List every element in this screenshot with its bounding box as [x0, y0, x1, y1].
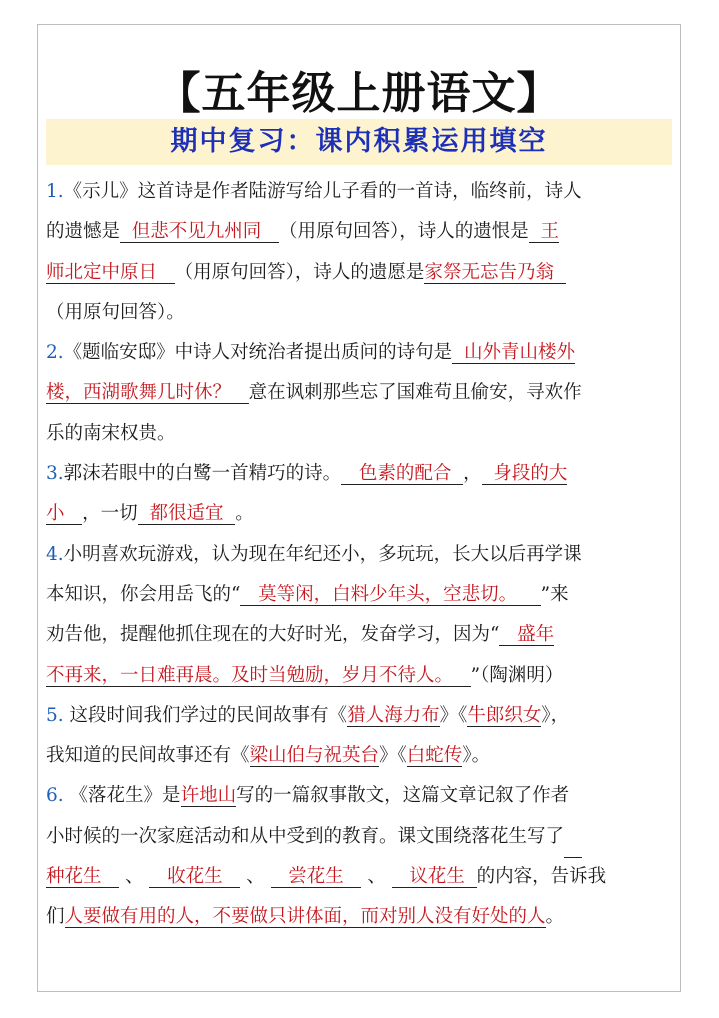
- q1-text-c: （用原句回答），诗人的遗恨是: [278, 221, 529, 243]
- q5-answer-1: 猎人海力布: [347, 704, 440, 726]
- q6-text-a: 《落花生》是: [69, 785, 181, 807]
- q3-number: 3.: [46, 463, 64, 485]
- q1-line-3: [46, 253, 676, 293]
- q3-text-b: ，一切: [82, 503, 138, 525]
- q3-line-2: [46, 494, 676, 534]
- q5-answer-4: 白蛇传: [406, 745, 463, 767]
- q6-answer-1: 许地山: [180, 785, 237, 807]
- q4-blank-2b: [46, 665, 471, 687]
- q5-answer-2: 牛郎织女: [467, 704, 542, 726]
- q2-number: 2.: [46, 342, 64, 364]
- q1-line-2: [46, 212, 676, 252]
- q3-blank-3: [138, 503, 236, 525]
- q4-text-d: 劝告他，提醒他抓住现在的大好时光，发奋学习，因为“: [46, 624, 500, 646]
- q4-blank-2a: [499, 624, 554, 646]
- q5-text-b: 》《: [439, 704, 468, 726]
- q4-blank-1: [240, 584, 540, 606]
- q6-text-c: 小时候的一次家庭活动和从中受到的教育。课文围绕落花生写了: [46, 825, 565, 847]
- q6-number: 6.: [46, 785, 64, 807]
- q4-text-c: ”来: [540, 583, 569, 605]
- q3-answer-2a: 身段的大: [493, 463, 568, 485]
- q3-answer-2b: 小: [46, 503, 65, 525]
- q6-line-3: [46, 857, 676, 897]
- q1-blank-2b: [46, 262, 175, 284]
- q1-blank-1: [120, 221, 279, 243]
- q1-line-4: [46, 293, 676, 333]
- q1-answer-1: 但悲不见九州同: [131, 221, 262, 243]
- q3-blank-2a: [482, 463, 568, 485]
- q6-text-f: 。: [545, 906, 565, 928]
- q2-line-2: [46, 373, 676, 413]
- q1-line-1: [46, 172, 676, 212]
- q1-answer-2b: 师北定中原日: [46, 261, 158, 283]
- q4-text-b: 本知识，你会用岳飞的“: [46, 583, 241, 605]
- q4-text-e: ”（陶渊明）: [470, 664, 564, 686]
- q5-answer-3: 梁山伯与祝英台: [249, 745, 380, 767]
- q2-blank-1a: [452, 342, 575, 364]
- q6-sep-2: 、: [246, 866, 265, 888]
- q4-answer-2a: 盛年: [517, 624, 555, 646]
- q1-text-a: 《示儿》这首诗是作者陆游写给儿子看的一首诗，临终前，诗人: [63, 181, 582, 202]
- q1-number: 1.: [46, 181, 64, 202]
- q4-text-a: 小明喜欢玩游戏，认为现在年纪还小，多玩玩，长大以后再学课: [63, 543, 582, 565]
- q6-line-2: [46, 817, 676, 857]
- q3-text-a: 郭沫若眼中的白鹭一首精巧的诗。: [63, 463, 342, 485]
- q6-answer-2: 种花生: [46, 866, 102, 888]
- q3-blank-1: [341, 463, 463, 485]
- q5-text-d: 我知道的民间故事还有《: [46, 745, 250, 767]
- q6-blank-lead: [564, 817, 582, 858]
- q1-blank-3: [424, 262, 565, 284]
- q5-line-2: [46, 736, 676, 776]
- q3-answer-3: 都很适宜: [149, 503, 224, 525]
- q6-text-e: 们: [46, 906, 65, 928]
- q6-blank-2: [46, 866, 119, 888]
- q4-answer-2b: 不再来，一日难再晨。及时当勉励，岁月不待人。: [46, 664, 454, 686]
- q2-text-c: 乐的南宋权贵。: [46, 422, 176, 444]
- q1-text-e: （用原句回答）。: [46, 301, 185, 323]
- q6-sep-3: 、: [367, 866, 386, 888]
- question-list: [46, 172, 676, 938]
- q1-blank-2a: [529, 221, 559, 243]
- q6-answer-5: 议花生: [409, 866, 465, 888]
- page-subtitle: 期中复习：课内积累运用填空: [170, 126, 548, 157]
- q6-answer-3: 收花生: [167, 866, 223, 888]
- q5-text-c: 》，: [541, 704, 570, 726]
- q4-line-1: [46, 535, 676, 575]
- q6-blank-3: [149, 866, 240, 888]
- q4-answer-1: 莫等闲，白料少年头，空悲切。: [258, 583, 518, 605]
- q1-answer-3: 家祭无忘告乃翁: [424, 261, 554, 283]
- q6-answer-4: 尝花生: [288, 866, 344, 888]
- q6-answer-6: 人要做有用的人，不要做只讲体面，而对别人没有好处的人: [64, 906, 546, 928]
- q3-line-1: [46, 454, 676, 494]
- q2-blank-1b: [46, 382, 249, 404]
- q1-text-d: （用原句回答），诗人的遗愿是: [174, 261, 425, 283]
- q4-line-2: [46, 575, 676, 615]
- q2-answer-1b: 楼，西湖歌舞几时休？: [46, 382, 232, 404]
- q3-sep-1: ，: [463, 463, 482, 485]
- q4-number: 4.: [46, 543, 64, 565]
- q5-number: 5.: [46, 704, 64, 726]
- worksheet: [37, 24, 681, 992]
- q6-line-1: [46, 776, 676, 816]
- q5-text-e: 》《: [379, 745, 407, 767]
- subtitle-band: [46, 119, 672, 165]
- q6-text-b: 写的一篇叙事散文，这篇文章记叙了作者: [236, 785, 570, 807]
- q3-blank-2b: [46, 503, 82, 525]
- q6-line-4: [46, 897, 676, 937]
- q6-blank-4: [271, 866, 362, 888]
- q1-text-b: 的遗憾是: [46, 221, 121, 243]
- q5-line-1: [46, 696, 676, 736]
- q4-line-3: [46, 615, 676, 655]
- q2-text-b: 意在讽刺那些忘了国难苟且偷安，寻欢作: [248, 382, 582, 404]
- q6-sep-1: 、: [125, 866, 144, 888]
- q2-line-1: [46, 333, 676, 373]
- q5-text-a: 这段时间我们学过的民间故事有《: [69, 704, 348, 726]
- q6-text-d: 的内容，告诉我: [476, 866, 607, 888]
- q3-answer-1: 色素的配合: [358, 463, 452, 485]
- page-title: 【五年级上册语文】: [156, 68, 562, 119]
- q1-answer-2a: 王: [540, 221, 559, 243]
- q2-text-a: 《题临安邸》中诗人对统治者提出质问的诗句是: [63, 342, 453, 364]
- q6-blank-5: [392, 866, 477, 888]
- q4-line-4: [46, 656, 676, 696]
- q2-answer-1a: 山外青山楼外: [463, 342, 575, 364]
- q3-text-c: 。: [235, 503, 254, 525]
- q2-line-3: [46, 414, 676, 454]
- q5-text-f: 》。: [462, 745, 491, 767]
